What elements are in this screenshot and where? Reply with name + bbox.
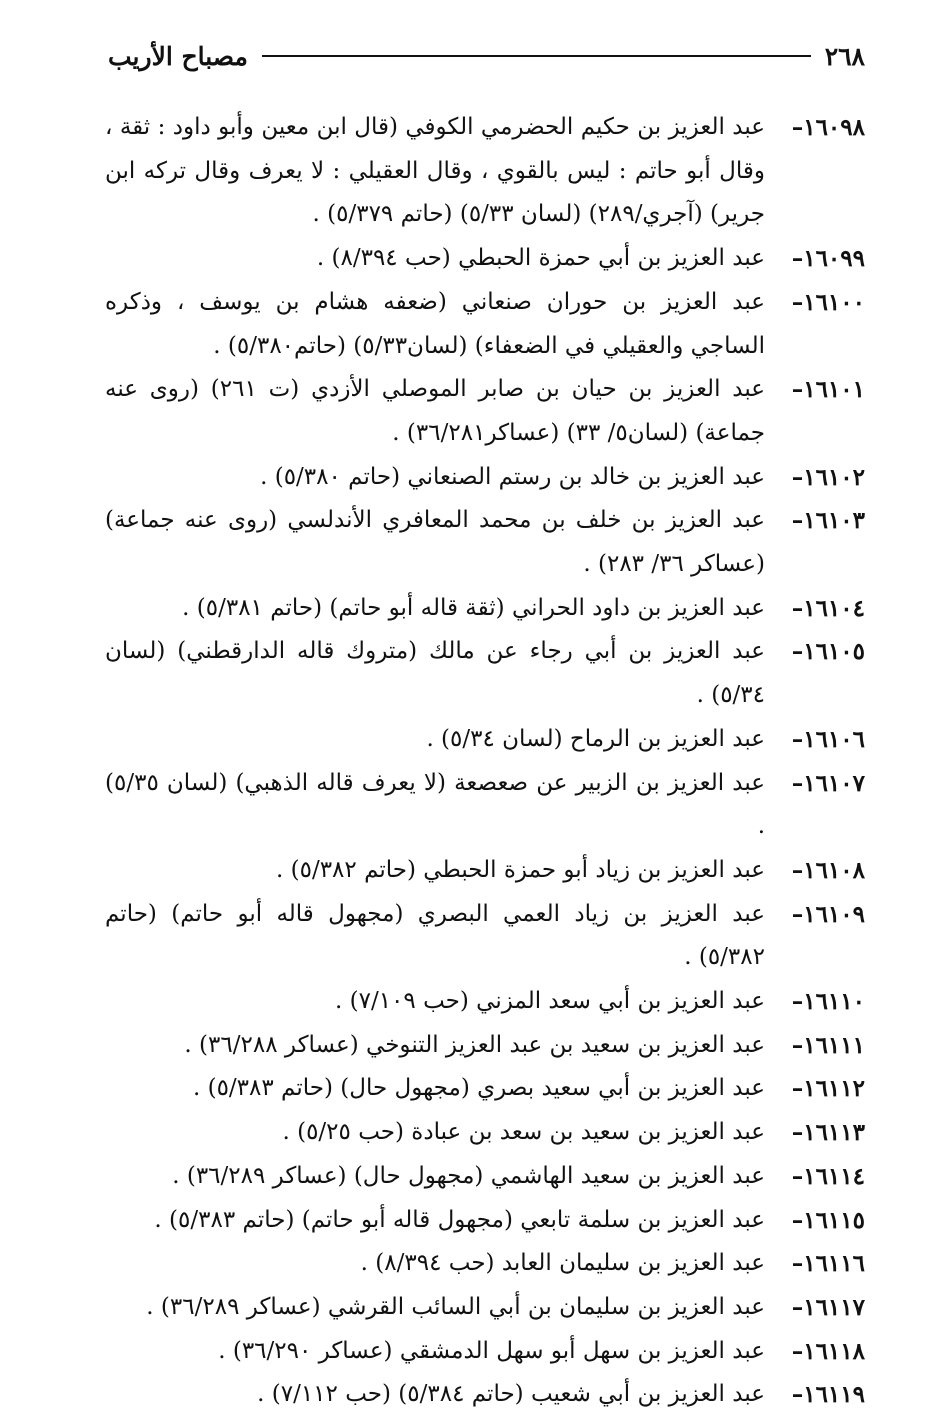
header-rule bbox=[262, 55, 811, 57]
entry-dash: – bbox=[791, 1250, 804, 1278]
list-item bbox=[105, 1155, 865, 1199]
list-item bbox=[105, 718, 865, 762]
entry-number-wrap bbox=[765, 1067, 865, 1111]
entry-dash: – bbox=[791, 638, 804, 666]
entry-dash: – bbox=[791, 1075, 804, 1103]
entry-dash: – bbox=[791, 769, 804, 797]
entry-number: ١٦١٠٤ bbox=[803, 594, 865, 622]
entry-number: ١٦١١٣ bbox=[803, 1119, 865, 1147]
entry-number: ١٦١٠١ bbox=[803, 376, 865, 404]
page-header bbox=[108, 36, 865, 76]
list-item bbox=[105, 106, 865, 237]
entry-number: ١٦١٠٨ bbox=[803, 856, 865, 884]
list-item bbox=[105, 281, 865, 368]
entry-number-wrap bbox=[765, 499, 865, 586]
entry-text: عبد العزيز بن أبي سعد المزني (حب ٧/١٠٩) . bbox=[334, 988, 765, 1015]
entry-dash: – bbox=[791, 1337, 804, 1365]
entry-text: عبد العزيز بن حيان بن صابر الموصلي الأزدي (ت ٢٦١) (روى عنه جماعة) (لسان٥/ ٣٣) (عساكر٣٦/٢٨١) . bbox=[105, 376, 765, 446]
entry-text: عبد العزيز بن حوران صنعاني (ضعفه هشام بن يوسف ، وذكره الساجي والعقيلي في الضعفاء) (لسان٥/٣٣) (حاتم٥/٣٨٠) . bbox=[105, 288, 765, 359]
entry-text: عبد العزيز بن سعيد بن سعد بن عبادة (حب ٥/٢٥) . bbox=[282, 1119, 765, 1146]
list-item bbox=[105, 1111, 865, 1155]
entry-number: ١٦١١٧ bbox=[803, 1293, 865, 1321]
entry-text: عبد العزيز بن سعيد الهاشمي (مجهول حال) (عساكر ٣٦/٢٨٩) . bbox=[172, 1162, 765, 1189]
entry-dash: – bbox=[791, 288, 804, 316]
entries-list bbox=[105, 106, 865, 1417]
entry-number: ١٦١٠٣ bbox=[803, 507, 865, 535]
list-item bbox=[105, 1373, 865, 1417]
entry-dash: – bbox=[791, 463, 804, 491]
list-item bbox=[105, 980, 865, 1024]
entry-number-wrap bbox=[765, 1330, 865, 1374]
list-item bbox=[105, 499, 865, 586]
entry-number-wrap bbox=[765, 106, 865, 237]
entry-number-wrap bbox=[765, 281, 865, 368]
entry-text: عبد العزيز بن زياد أبو حمزة الحبطي (حاتم ٥/٣٨٢) . bbox=[275, 856, 765, 883]
entry-number: ١٦١٠٧ bbox=[803, 769, 865, 797]
entry-dash: – bbox=[791, 1206, 804, 1234]
entry-text: عبد العزيز بن خلف بن محمد المعافري الأندلسي (روى عنه جماعة) (عساكر ٣٦/ ٢٨٣) . bbox=[105, 507, 765, 578]
entry-number-wrap bbox=[765, 1155, 865, 1199]
entry-number-wrap bbox=[765, 630, 865, 717]
entry-dash: – bbox=[791, 1293, 804, 1321]
entry-dash: – bbox=[791, 245, 804, 273]
entry-number-wrap bbox=[765, 718, 865, 762]
entry-text: عبد العزيز بن سهل أبو سهل الدمشقي (عساكر ٣٦/٢٩٠) . bbox=[218, 1337, 765, 1364]
entry-dash: – bbox=[791, 507, 804, 535]
entry-text: عبد العزيز بن أبي رجاء عن مالك (متروك قاله الدارقطني) (لسان ٥/٣٤) . bbox=[105, 638, 765, 709]
entry-number: ١٦١١١ bbox=[803, 1031, 865, 1059]
entry-number-wrap bbox=[765, 368, 865, 455]
list-item bbox=[105, 762, 865, 849]
entry-number: ١٦١١٤ bbox=[803, 1162, 865, 1190]
entry-dash: – bbox=[791, 114, 804, 141]
entry-text: عبد العزيز بن سعيد بن عبد العزيز التنوخي (عساكر ٣٦/٢٨٨) . bbox=[184, 1031, 765, 1058]
list-item bbox=[105, 368, 865, 455]
entry-dash: – bbox=[791, 725, 804, 753]
entry-dash: – bbox=[791, 900, 804, 928]
entry-text: عبد العزيز بن خالد بن رستم الصنعاني (حاتم ٥/٣٨٠) . bbox=[260, 463, 765, 490]
list-item bbox=[105, 1067, 865, 1111]
entry-number: ١٦١١٨ bbox=[803, 1337, 865, 1365]
entry-number: ١٦١١٢ bbox=[803, 1075, 865, 1103]
entry-dash: – bbox=[791, 376, 804, 404]
list-item bbox=[105, 1286, 865, 1330]
entry-number: ١٦١٠٥ bbox=[803, 638, 865, 666]
list-item bbox=[105, 630, 865, 717]
entry-number: ١٦١١٥ bbox=[803, 1206, 865, 1234]
entry-text: عبد العزيز بن زياد العمي البصري (مجهول قاله أبو حاتم) (حاتم ٥/٣٨٢) . bbox=[105, 900, 765, 971]
entry-number: ١٦١٠٠ bbox=[803, 288, 865, 316]
entry-number-wrap bbox=[765, 980, 865, 1024]
entry-number-wrap bbox=[765, 456, 865, 500]
entry-number: ١٦١١٦ bbox=[803, 1250, 865, 1278]
entry-dash: – bbox=[791, 1162, 804, 1190]
entry-number-wrap bbox=[765, 1024, 865, 1068]
list-item bbox=[105, 1024, 865, 1068]
entry-dash: – bbox=[791, 988, 804, 1016]
list-item bbox=[105, 849, 865, 893]
entry-text: عبد العزيز بن الزبير عن صعصعة (لا يعرف قاله الذهبي) (لسان ٥/٣٥) . bbox=[105, 769, 765, 840]
entry-number-wrap bbox=[765, 1111, 865, 1155]
entry-number-wrap bbox=[765, 1373, 865, 1417]
entry-number: ١٦١١٠ bbox=[803, 988, 865, 1016]
entry-number-wrap bbox=[765, 587, 865, 631]
entry-text: عبد العزيز بن حكيم الحضرمي الكوفي (قال ابن معين وأبو داود : ثقة ، وقال أبو حاتم : ليس بالقوي ، وقال العقيلي : لا يعرف وقال تركه ابن جرير) (آجري/٢٨٩) (لسان ٥/٣٣) (حاتم ٥/٣٧٩) . bbox=[105, 114, 765, 228]
list-item bbox=[105, 1242, 865, 1286]
entry-number-wrap bbox=[765, 762, 865, 849]
entry-number-wrap bbox=[765, 1199, 865, 1243]
entry-text: عبد العزيز بن أبي حمزة الحبطي (حب ٨/٣٩٤) . bbox=[316, 245, 765, 272]
list-item bbox=[105, 237, 865, 281]
list-item bbox=[105, 1330, 865, 1374]
entry-dash: – bbox=[791, 594, 804, 622]
entry-number-wrap bbox=[765, 1286, 865, 1330]
page-number: ٢٦٨ bbox=[824, 41, 865, 71]
entry-text: عبد العزيز بن داود الحراني (ثقة قاله أبو حاتم) (حاتم ٥/٣٨١) . bbox=[182, 594, 765, 621]
entry-dash: – bbox=[791, 856, 804, 884]
entry-text: عبد العزيز بن أبي سعيد بصري (مجهول حال) (حاتم ٥/٣٨٣) . bbox=[192, 1075, 765, 1102]
entry-number: ١٦١٠٩ bbox=[803, 900, 865, 928]
entry-number: ١٦٠٩٨ bbox=[803, 114, 865, 141]
list-item bbox=[105, 587, 865, 631]
entry-number-wrap bbox=[765, 849, 865, 893]
list-item bbox=[105, 456, 865, 500]
entry-text: عبد العزيز بن سليمان بن أبي السائب القرشي (عساكر ٣٦/٢٨٩) . bbox=[146, 1293, 765, 1320]
book-title: مصباح الأريب bbox=[108, 41, 248, 71]
list-item bbox=[105, 1199, 865, 1243]
entry-dash: – bbox=[791, 1119, 804, 1147]
list-item bbox=[105, 893, 865, 980]
entry-number: ١٦١١٩ bbox=[803, 1381, 865, 1409]
entry-number: ١٦١٠٢ bbox=[803, 463, 865, 491]
entry-number-wrap bbox=[765, 893, 865, 980]
entry-number-wrap bbox=[765, 1242, 865, 1286]
entry-dash: – bbox=[791, 1381, 804, 1409]
entry-number: ١٦١٠٦ bbox=[803, 725, 865, 753]
entry-text: عبد العزيز بن أبي شعيب (حاتم ٥/٣٨٤) (حب ٧/١١٢) . bbox=[257, 1381, 765, 1408]
entry-text: عبد العزيز بن سليمان العابد (حب ٨/٣٩٤) . bbox=[360, 1250, 765, 1277]
entry-dash: – bbox=[791, 1031, 804, 1059]
entry-text: عبد العزيز بن الرماح (لسان ٥/٣٤) . bbox=[426, 725, 765, 752]
entry-number-wrap bbox=[765, 237, 865, 281]
entry-text: عبد العزيز بن سلمة تابعي (مجهول قاله أبو حاتم) (حاتم ٥/٣٨٣) . bbox=[154, 1206, 765, 1233]
entry-number: ١٦٠٩٩ bbox=[803, 245, 865, 273]
